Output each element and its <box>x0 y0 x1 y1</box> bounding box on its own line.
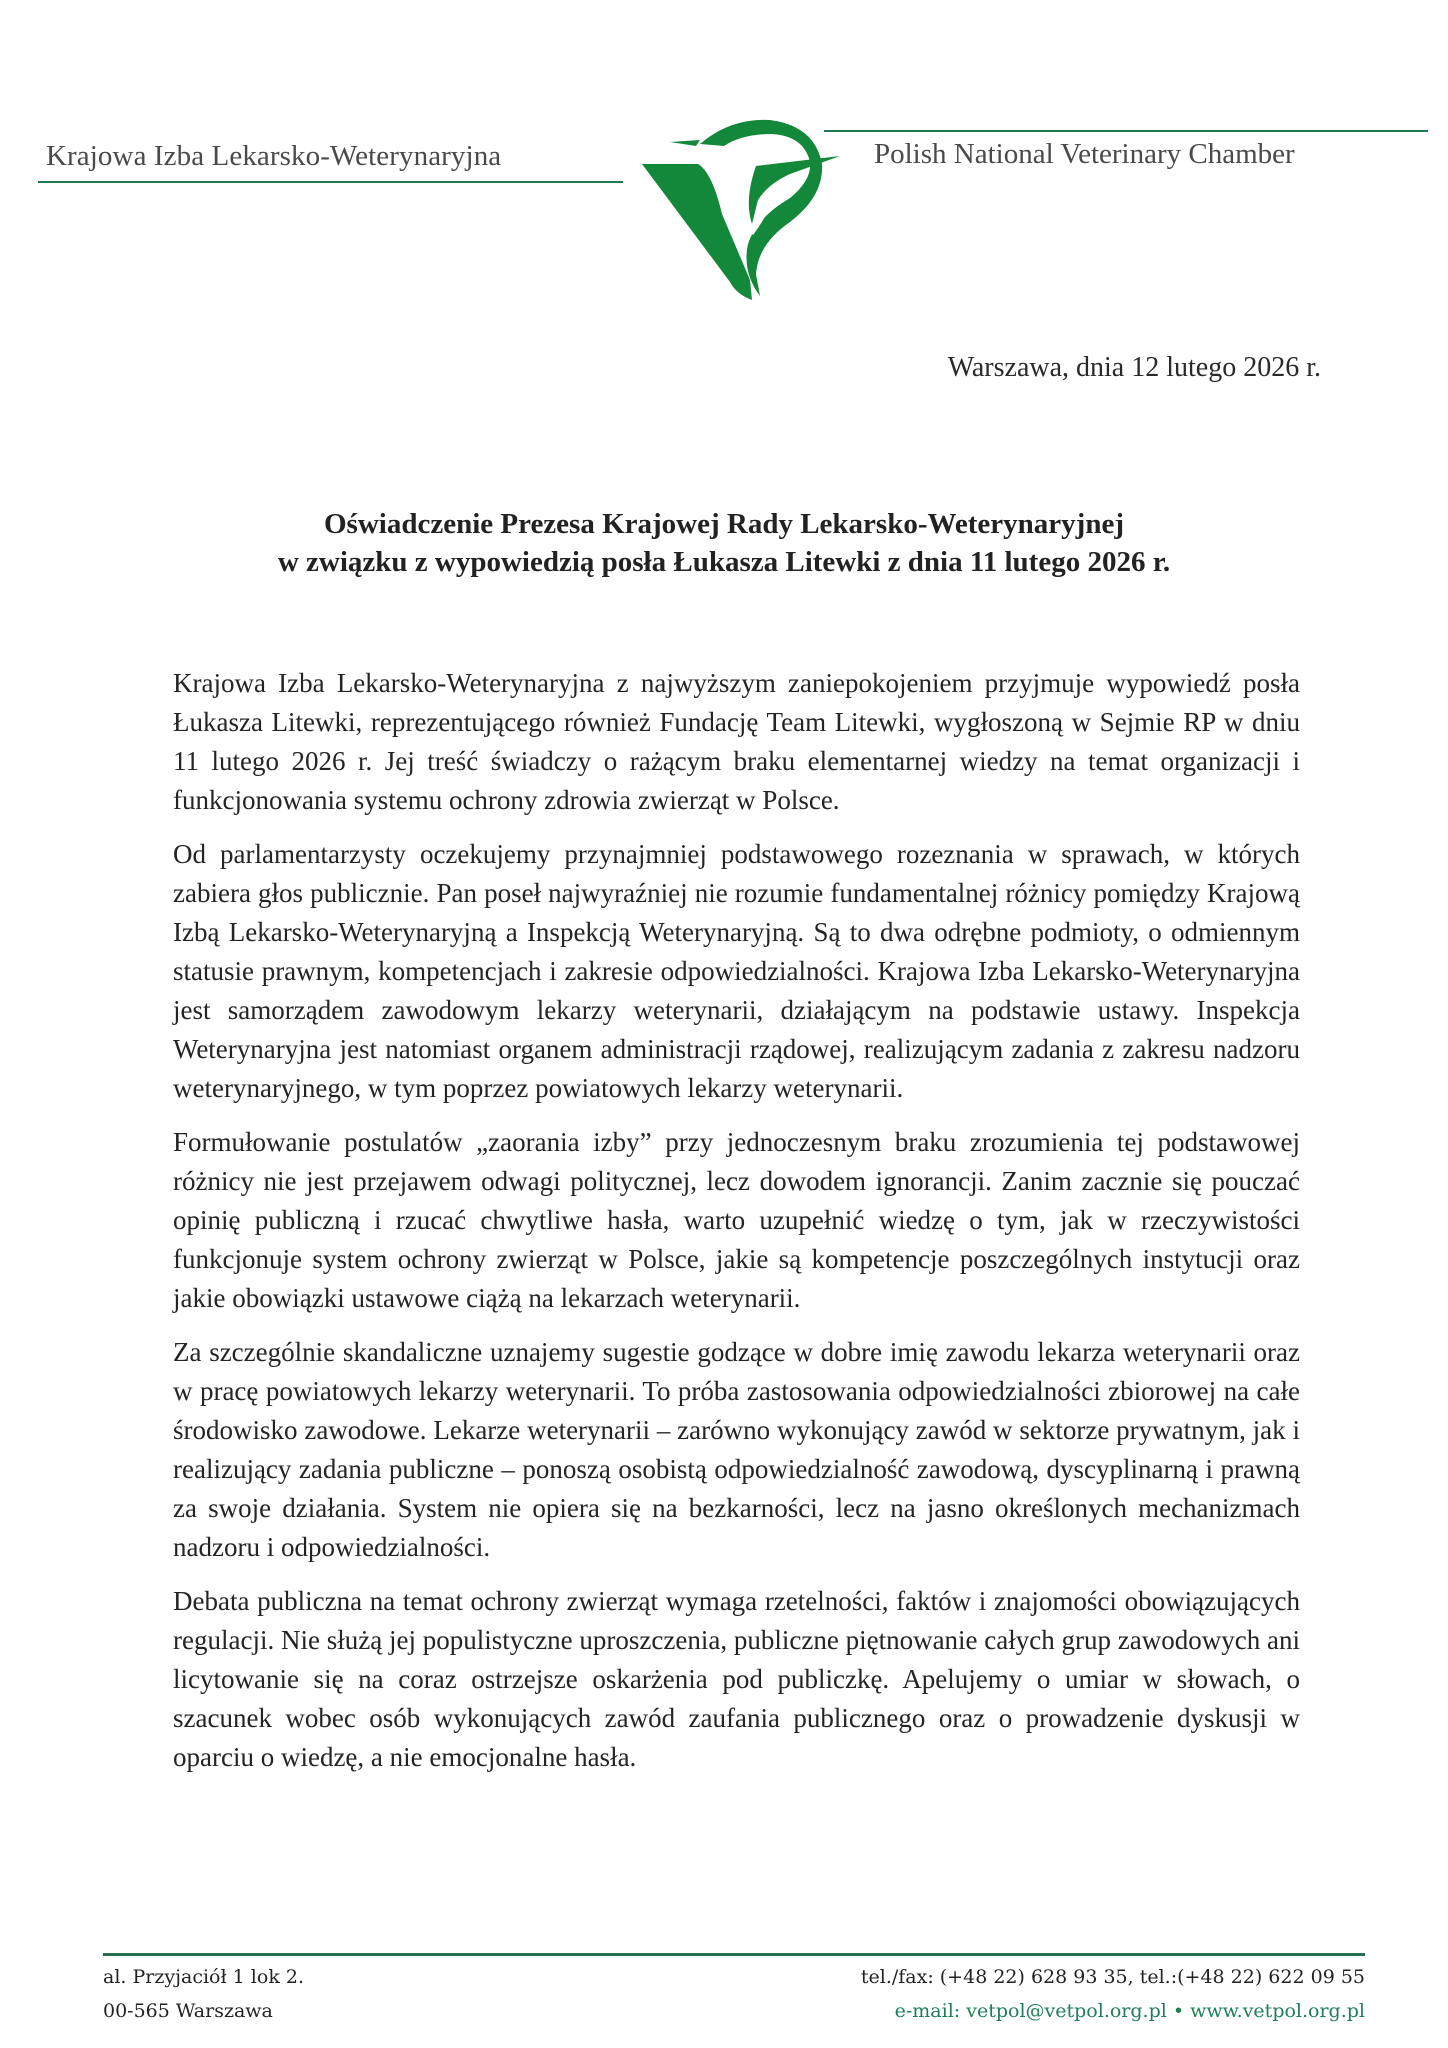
statement-title <box>160 505 1288 581</box>
website-link[interactable]: www.vetpol.org.pl <box>1190 2000 1365 2022</box>
title-line-2: w związku z wypowiedzią posła Łukasza Litewki z dnia 11 lutego 2026 r. <box>277 546 1171 578</box>
letterhead-divider-left <box>38 181 623 183</box>
paragraph: Formułowanie postulatów „zaorania izby” przy jednoczesnym braku zrozumienia tej podstawowej różnicy nie jest przejawem odwagi politycznej, lecz dowodem ignorancji. Zanim zacznie się pouczać opinię publiczną i rzucać chwytliwe hasła, warto uzupełnić wiedzę o tym, jak w rzeczywistości funkcjonuje system ochrony zwierząt w Polsce, jakie są kompetencje poszczególnych instytucji oraz jakie obowiązki ustawowe ciążą na lekarzach weterynarii. <box>173 1127 1300 1313</box>
date-line: Warszawa, dnia 12 lutego 2026 r. <box>947 352 1321 383</box>
bullet-separator: • <box>1166 2000 1191 2022</box>
phone-fax: tel./fax: (+48 22) 628 93 35, tel.:(+48 22) 622 09 55 <box>860 1966 1365 1988</box>
letterhead-left <box>38 140 623 183</box>
email-link[interactable]: vetpol@vetpol.org.pl <box>966 2000 1167 2022</box>
org-name-english: Polish National Veterinary Chamber <box>874 138 1295 170</box>
address-street: al. Przyjaciół 1 lok 2. <box>103 1966 304 1988</box>
letterhead-right <box>824 130 1428 171</box>
address-city: 00-565 Warszawa <box>103 2000 273 2022</box>
paragraph: Debata publiczna na temat ochrony zwierząt wymaga rzetelności, faktów i znajomości obowiązujących regulacji. Nie służą jej populistyczne uproszczenia, publiczne piętnowanie całych grup zawodowych ani licytowanie się na coraz ostrzejsze oskarżenia pod publiczkę. Apelujemy o umiar w słowach, o szacunek wobec osób wykonujących zawód zaufania publicznego oraz o prowadzenie dyskusji w oparciu o wiedzę, a nie emocjonalne hasła. <box>173 1586 1300 1772</box>
paragraph: Krajowa Izba Lekarsko-Weterynaryjna z najwyższym zaniepokojeniem przyjmuje wypowiedź posła Łukasza Litewki, reprezentującego również Fundację Team Litewki, wygłoszoną w Sejmie RP w dniu 11 lutego 2026 r. Jej treść świadczy o rażącym braku elementarnej wiedzy na temat organizacji i funkcjonowania systemu ochrony zdrowia zwierząt w Polsce. <box>173 668 1300 815</box>
statement-body <box>173 664 1300 1792</box>
email-label: e-mail: <box>894 2000 967 2022</box>
paragraph: Od parlamentarzysty oczekujemy przynajmniej podstawowego rozeznania w sprawach, w których zabiera głos publicznie. Pan poseł najwyraźniej nie rozumie fundamentalnej różnicy pomiędzy Krajową Izbą Lekarsko-Weterynaryjną a Inspekcją Weterynaryjną. Są to dwa odrębne podmioty, o odmiennym statusie prawnym, kompetencjach i zakresie odpowiedzialności. Krajowa Izba Lekarsko-Weterynaryjna jest samorządem zawodowym lekarzy weterynarii, działającym na podstawie ustawy. Inspekcja Weterynaryjna jest natomiast organem administracji rządowej, realizującym zadania z zakresu nadzoru weterynaryjnego, w tym poprzez powiatowych lekarzy weterynarii. <box>173 839 1300 1103</box>
paragraph: Za szczególnie skandaliczne uznajemy sugestie godzące w dobre imię zawodu lekarza weterynarii oraz w pracę powiatowych lekarzy weterynarii. To próba zastosowania odpowiedzialności zbiorowej na całe środowisko zawodowe. Lekarze weterynarii – zarówno wykonujący zawód w sektorze prywatnym, jak i realizujący zadania publiczne – ponoszą osobistą odpowiedzialność zawodową, dyscyplinarną i prawną za swoje działania. System nie opiera się na bezkarności, lecz na jasno określonych mechanizmach nadzoru i odpowiedzialności. <box>173 1337 1300 1562</box>
title-line-1: Oświadczenie Prezesa Krajowej Rady Lekarsko-Weterynaryjnej <box>323 508 1124 540</box>
letterhead-divider-right <box>824 130 1428 132</box>
footer-divider <box>103 1953 1365 1956</box>
footer <box>103 1953 1365 2022</box>
org-name-polish: Krajowa Izba Lekarsko-Weterynaryjna <box>46 140 502 172</box>
contact-links <box>895 2000 1365 2022</box>
